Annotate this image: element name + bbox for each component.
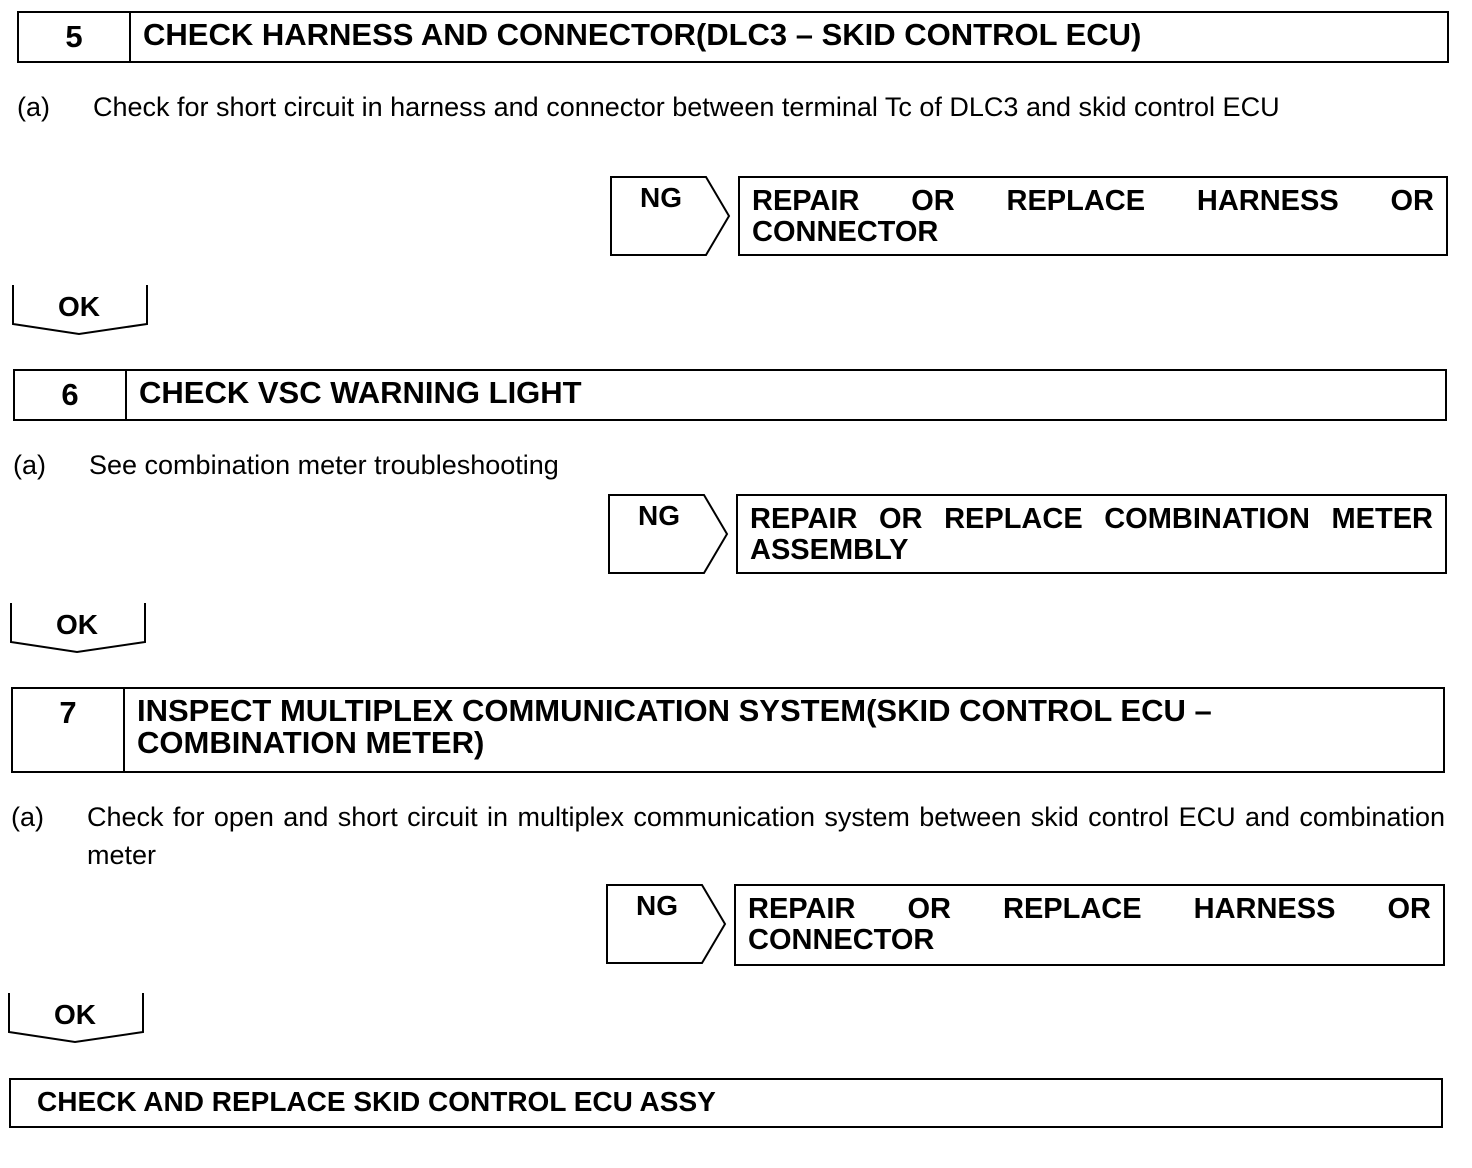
step-7-ng-action: REPAIR OR REPLACE HARNESS OR CONNECTOR: [734, 884, 1445, 966]
step-6-ng-arrow: [608, 494, 728, 574]
step-5-ng-arrow: [610, 176, 730, 256]
step-7-ng-arrow: [606, 884, 726, 964]
step-6-ng-action: REPAIR OR REPLACE COMBINATION METER ASSEMBLY: [736, 494, 1447, 574]
ok-label: OK: [58, 291, 100, 322]
ok-label: OK: [54, 999, 96, 1030]
step-number: 7: [13, 689, 125, 771]
step-5-instruction: [17, 88, 1449, 126]
step-7-ok-arrow: [8, 992, 148, 1044]
instruction-label: (a): [11, 802, 44, 832]
instruction-label: (a): [17, 92, 50, 122]
step-5-header: [17, 11, 1449, 63]
step-title: CHECK HARNESS AND CONNECTOR(DLC3 – SKID CONTROL ECU): [143, 17, 1142, 52]
step-6-instruction: [13, 446, 1447, 484]
step-number: 6: [15, 371, 127, 419]
ng-label: NG: [640, 182, 682, 213]
step-6-ok-arrow: [10, 602, 150, 654]
step-5-ok-arrow: [12, 284, 152, 336]
step-5-ng-action: REPAIR OR REPLACE HARNESS OR CONNECTOR: [738, 176, 1448, 256]
step-7-header: [11, 687, 1445, 773]
step-title: CHECK VSC WARNING LIGHT: [139, 375, 582, 410]
step-title: INSPECT MULTIPLEX COMMUNICATION SYSTEM(SKID CONTROL ECU – COMBINATION METER): [137, 693, 1212, 760]
step-7-instruction: [11, 798, 1445, 874]
instruction-text: Check for open and short circuit in multiplex communication system between skid control ECU and combination meter: [87, 802, 1445, 870]
ng-label: NG: [638, 500, 680, 531]
ok-label: OK: [56, 609, 98, 640]
instruction-text: See combination meter troubleshooting: [89, 450, 559, 480]
instruction-text: Check for short circuit in harness and connector between terminal Tc of DLC3 and skid control ECU: [93, 92, 1280, 122]
ng-label: NG: [636, 890, 678, 921]
step-6-header: [13, 369, 1447, 421]
final-action-box: CHECK AND REPLACE SKID CONTROL ECU ASSY: [9, 1078, 1443, 1128]
instruction-label: (a): [13, 450, 46, 480]
step-number: 5: [19, 13, 131, 61]
